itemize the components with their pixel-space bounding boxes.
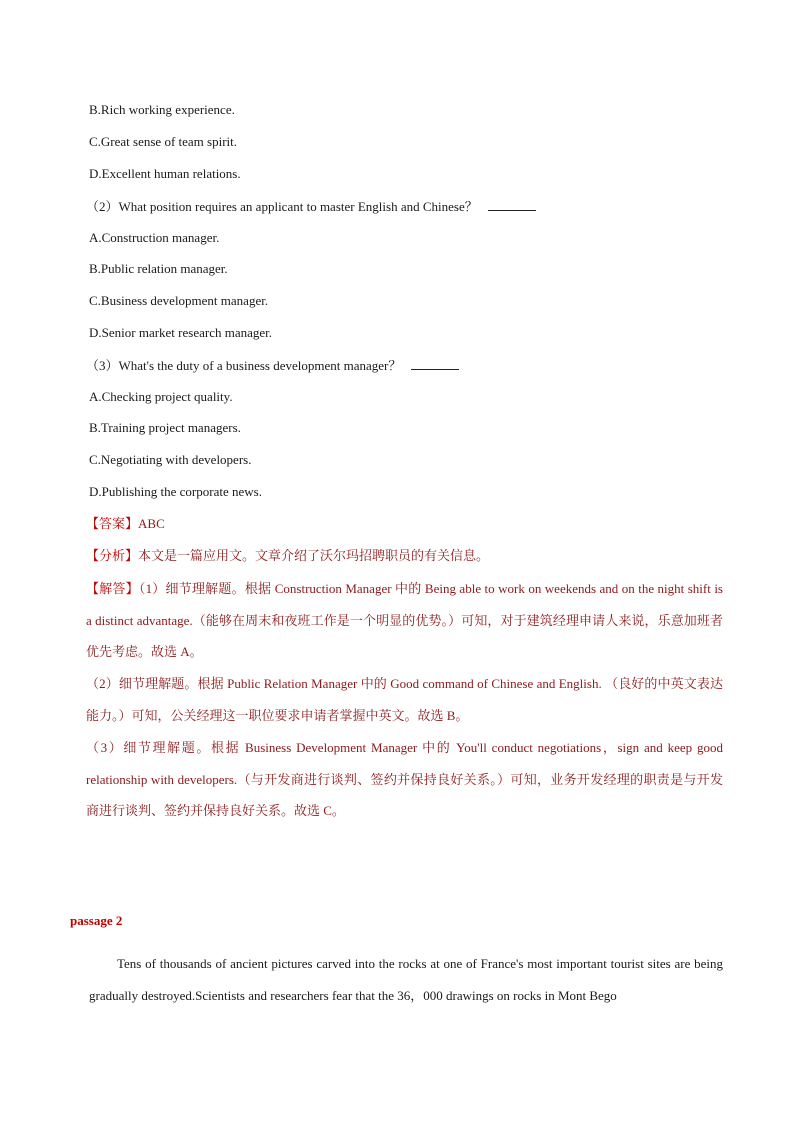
q1-option-d: D.Excellent human relations. (89, 166, 241, 181)
q2-question-text: （2）What position requires an applicant to master English and Chinese？ (86, 199, 478, 214)
q3-option-d: D.Publishing the corporate news. (89, 484, 262, 499)
passage-body: Tens of thousands of ancient pictures carved into the rocks at one of France's most important tourist sites are being gradually destroyed.Scientists and researchers fear that the 36，000 drawings on rocks in Mont Bego (89, 956, 723, 1003)
q1-option-c: C.Great sense of team spirit. (89, 134, 238, 149)
q3-question (86, 357, 459, 374)
analysis-line (86, 548, 489, 564)
q3-question-text: （3）What's the duty of a business development manager？ (86, 358, 402, 373)
solution-part-3: （3）细节理解题。根据 Business Development Manager 中的 You'll conduct negotiations，sign and keep good relationship with developers.（与开发商进行谈判、签约并保持良好关系。）可知，业务开发经理的职责是与开发商进行谈判、签约并保持良好关系。故选 C。 (86, 740, 723, 818)
analysis-label: 【分析】 (86, 548, 139, 563)
answer-blank (488, 198, 536, 211)
q2-question (86, 198, 536, 215)
q2-option-c: C.Business development manager. (89, 293, 269, 308)
passage-title: passage 2 (70, 913, 123, 928)
q3-option-c: C.Negotiating with developers. (89, 452, 252, 467)
analysis-text: 本文是一篇应用文。文章介绍了沃尔玛招聘职员的有关信息。 (138, 548, 490, 563)
q2-option-b: B.Public relation manager. (89, 261, 228, 276)
answer-blank (411, 357, 459, 370)
q3-option-b: B.Training project managers. (89, 420, 241, 435)
solution-part-1 (86, 573, 723, 668)
q2-option-a: A.Construction manager. (89, 230, 220, 245)
answer-label: 【答案】 (86, 516, 139, 531)
answer-value: ABC (138, 516, 165, 531)
solution-label: 【解答】 (86, 581, 139, 596)
q3-option-a: A.Checking project quality. (89, 389, 233, 404)
q1-option-b: B.Rich working experience. (89, 102, 235, 117)
solution-text-1: （1）细节理解题。根据 Construction Manager 中的 Being able to work on weekends and on the night shift is a distinct advantage.（能够在周末和夜班工作是一个明显的优势。）可知，对于建筑经理申请人来说，乐意加班者优先考虑。故选 A。 (86, 581, 723, 659)
q2-option-d: D.Senior market research manager. (89, 325, 273, 340)
answer-line (86, 516, 165, 532)
solution-part-2: （2）细节理解题。根据 Public Relation Manager 中的 Good command of Chinese and English. （良好的中英文表达能力。）可知，公关经理这一职位要求申请者掌握中英文。故选 B。 (86, 676, 723, 723)
